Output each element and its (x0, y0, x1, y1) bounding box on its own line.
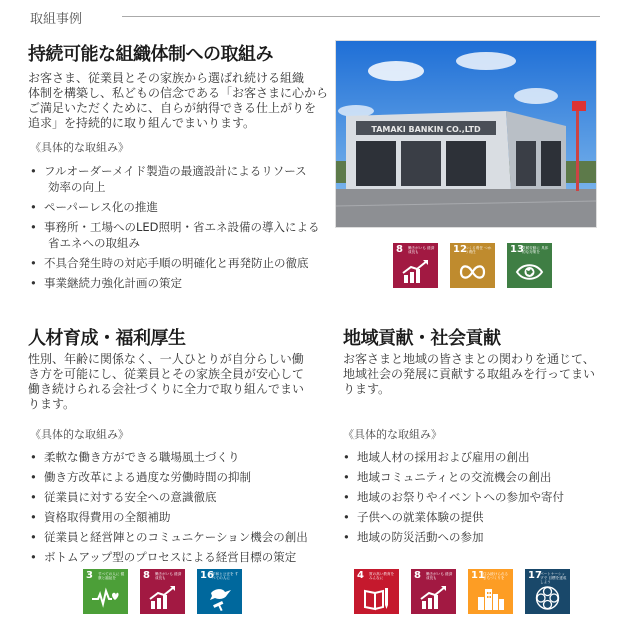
list-item-text: ペーパーレス化の推進 (44, 200, 158, 214)
sdg-label: 気候変動に 具体的な対策を (522, 246, 549, 255)
list-item (343, 469, 564, 485)
community-subhead: 《具体的な取組み》 (343, 428, 442, 441)
intro-line: ります。 (28, 397, 76, 411)
sdg-label: 働きがいも 経済成長も (426, 572, 453, 581)
list-item-text: フルオーダーメイド製造の最適設計によるリソース (44, 164, 307, 178)
list-item-text: 地域人材の採用および雇用の創出 (357, 450, 530, 464)
list-item-text: 子供への就業体験の提供 (357, 510, 484, 524)
section-label: 取組事例 (30, 12, 83, 27)
sdg-label: 平和と公正を すべての人に (212, 572, 239, 581)
intro-line: 性別、年齢に関係なく、一人ひとりが自分らしい働 (28, 352, 304, 366)
sdg-goal-16 (197, 569, 242, 614)
sdg-label: 住み続けられる まちづくりを (483, 572, 509, 581)
sdg-number: 17 (528, 570, 542, 581)
sustainability-subhead: 《具体的な取組み》 (30, 141, 129, 154)
community-list (343, 449, 564, 549)
sdg-number: 4 (357, 570, 364, 581)
list-item-text: 省エネへの取組み (48, 236, 140, 250)
hr-intro (28, 352, 328, 412)
sdg-goal-3 (83, 569, 128, 614)
list-item-text: 効率の向上 (48, 180, 106, 194)
list-item (30, 549, 308, 565)
intro-line: お客さまと地域の皆さまとの関わりを通じて、 (343, 352, 595, 366)
sustainability-intro (28, 71, 328, 131)
intro-line: 体制を構築し、私どもの信念である「お客さまに心から (28, 86, 329, 100)
list-item-text: 柔軟な働き方ができる職場風土づくり (44, 450, 240, 464)
list-item (30, 469, 308, 485)
sustainability-list (30, 163, 320, 295)
building-sign: TAMAKI BANKIN CO.,LTD (371, 125, 481, 134)
sdg-label: すべての人に 健康と福祉を (98, 572, 125, 581)
intro-line: 地域社会の発展に貢献する取組みを行ってまい (343, 367, 596, 381)
sdg-goal-4 (354, 569, 399, 614)
list-item (30, 275, 320, 291)
list-item (30, 199, 320, 215)
sdg-goal-8 (411, 569, 456, 614)
list-item (30, 529, 308, 545)
list-item (343, 489, 564, 505)
list-item-text: ボトムアップ型のプロセスによる経営目標の策定 (44, 550, 297, 564)
factory-photo (335, 40, 597, 228)
sdg-goal-8 (140, 569, 185, 614)
sdg-label: 働きがいも 経済成長も (408, 246, 435, 255)
hr-title: 人材育成・福利厚生 (28, 328, 186, 349)
intro-line: 追求」を持続的に取り組んでまいります。 (28, 116, 256, 130)
sustainability-title: 持続可能な組織体制への取組み (28, 44, 273, 65)
header-divider (122, 16, 600, 17)
list-item (30, 219, 320, 251)
sdg-number: 8 (143, 570, 150, 581)
sdg-number: 13 (510, 244, 524, 255)
list-item (343, 529, 564, 545)
sdg-number: 11 (471, 570, 485, 581)
list-item (30, 509, 308, 525)
list-item (30, 255, 320, 271)
sdg-label: 質の高い教育を みんなに (369, 572, 395, 581)
sdg-goal-11 (468, 569, 513, 614)
list-item-text: 地域の防災活動への参加 (357, 530, 484, 544)
list-item-text: 事務所・工場へのLED照明・省エネ設備の導入による (44, 220, 320, 234)
sdg-number: 8 (396, 244, 403, 255)
community-title: 地域貢献・社会貢献 (343, 328, 501, 349)
intro-line: 働き続けられる会社づくりに全力で取り組んでまい (28, 382, 305, 396)
hr-subhead: 《具体的な取組み》 (30, 428, 129, 441)
list-item-text: 働き方改革による過度な労働時間の抑制 (44, 470, 251, 484)
sdg-goal-8 (393, 243, 438, 288)
sdg-number: 16 (200, 570, 214, 581)
hr-list (30, 449, 308, 569)
list-item (30, 489, 308, 505)
list-item-text: 従業員に対する安全への意識徹底 (44, 490, 217, 504)
list-item-text: 地域コミュニティとの交流機会の創出 (357, 470, 552, 484)
list-item-text: 事業継続力強化計画の策定 (44, 276, 182, 290)
sdg-number: 8 (414, 570, 421, 581)
list-item (30, 449, 308, 465)
sdg-number: 12 (453, 244, 467, 255)
sdg-label: つくる責任 つかう責任 (465, 246, 492, 255)
intro-line: ご満足いただくために、自らが納得できる仕上がりを (28, 101, 317, 115)
community-intro (343, 352, 613, 397)
list-item (343, 449, 564, 465)
sdg-goal-13 (507, 243, 552, 288)
sdg-number: 3 (86, 570, 93, 581)
list-item (343, 509, 564, 525)
list-item (30, 163, 320, 195)
list-item-text: 資格取得費用の全額補助 (44, 510, 171, 524)
sdg-goal-12 (450, 243, 495, 288)
sdg-label: 働きがいも 経済成長も (155, 572, 182, 581)
list-item-text: 地域のお祭りやイベントへの参加や寄付 (357, 490, 564, 504)
list-item-text: 従業員と経営陣とのコミュニケーション機会の創出 (44, 530, 308, 544)
intro-line: き方を可能にし、従業員とその家族全員が安心して (28, 367, 305, 381)
intro-line: ります。 (343, 382, 391, 396)
sdg-goal-17 (525, 569, 570, 614)
intro-line: お客さま、従業員とその家族から選ばれ続ける組織 (28, 71, 305, 85)
sdg-label: パートナーシップで 目標を達成しよう (540, 572, 567, 585)
list-item-text: 不具合発生時の対応手順の明確化と再発防止の徹底 (44, 256, 309, 270)
